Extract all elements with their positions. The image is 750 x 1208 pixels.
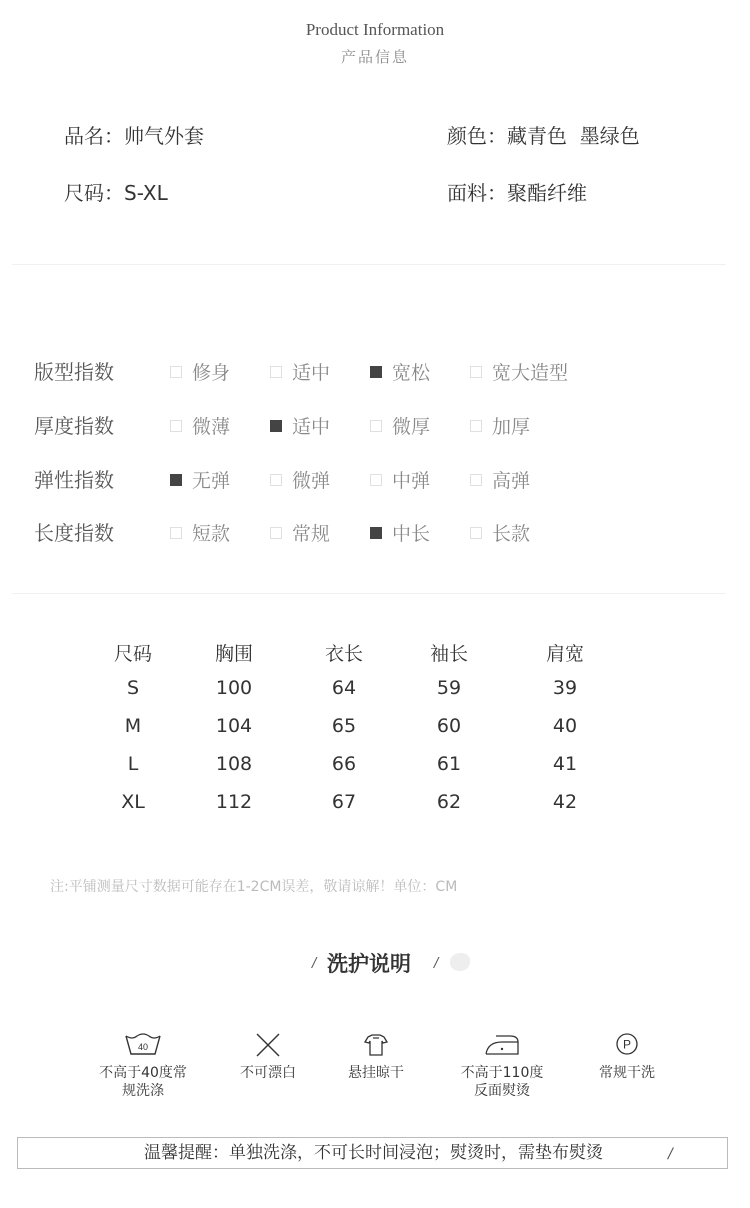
checkbox-checked <box>370 366 382 378</box>
checkbox-empty <box>470 527 482 539</box>
table-cell: S <box>126 677 140 699</box>
index-option <box>470 412 530 439</box>
product-fabric <box>447 177 587 206</box>
table-cell: 62 <box>436 791 462 813</box>
index-option-label: 高弹 <box>492 470 531 492</box>
measurement-note: 注:平铺测量尺寸数据可能存在1-2CM误差，敬请谅解！单位：CM <box>50 879 458 895</box>
table-header-cell: 肩宽 <box>545 643 584 665</box>
checkbox-empty <box>170 527 182 539</box>
decorative-blob <box>450 953 470 971</box>
index-option-label: 短款 <box>192 523 231 545</box>
table-cell: 61 <box>436 753 462 775</box>
product-color-label: 颜色： <box>447 124 507 148</box>
table-cell: 39 <box>552 677 578 699</box>
table-cell: 67 <box>331 791 357 813</box>
checkbox-empty <box>470 366 482 378</box>
checkbox-empty <box>370 474 382 486</box>
index-option-label: 适中 <box>292 416 331 438</box>
table-cell: 59 <box>436 677 462 699</box>
care-label-wash-line2: 规洗涤 <box>122 1083 164 1099</box>
index-option <box>270 412 330 439</box>
index-option-label: 适中 <box>292 362 331 384</box>
index-option <box>170 466 230 493</box>
table-cell: 64 <box>331 677 357 699</box>
checkbox-empty <box>170 420 182 432</box>
reminder-text: 温馨提醒：单独洗涤，不可长时间浸泡；熨烫时，需垫布熨烫 <box>144 1143 603 1163</box>
table-cell: 104 <box>215 715 253 737</box>
checkbox-empty <box>470 420 482 432</box>
hang-dry-icon <box>356 1030 396 1062</box>
index-option <box>470 358 568 385</box>
checkbox-empty <box>370 420 382 432</box>
index-option-label: 常规 <box>292 523 331 545</box>
dry-clean-icon <box>607 1030 647 1062</box>
table-cell: XL <box>121 791 145 813</box>
table-cell: 112 <box>215 791 253 813</box>
product-size-label: 尺码： <box>64 181 124 205</box>
checkbox-empty <box>270 527 282 539</box>
table-cell: 100 <box>215 677 253 699</box>
index-option-label: 无弹 <box>192 470 231 492</box>
product-name-label: 品名： <box>64 124 124 148</box>
table-cell: 40 <box>552 715 578 737</box>
index-option-label: 长款 <box>492 523 531 545</box>
table-cell: L <box>127 753 139 775</box>
no-bleach-icon <box>248 1030 288 1062</box>
care-label-iron-line2: 反面熨烫 <box>474 1083 530 1099</box>
index-option <box>470 519 530 546</box>
wash-40-icon <box>123 1030 163 1062</box>
index-option-label: 宽大造型 <box>492 362 569 384</box>
index-option <box>270 466 330 493</box>
iron-icon <box>482 1030 522 1062</box>
header-title-cn: 产品信息 <box>340 48 409 66</box>
care-label-iron-line1: 不高于110度 <box>460 1065 544 1081</box>
table-cell: 60 <box>436 715 462 737</box>
product-fabric-label: 面料： <box>447 181 507 205</box>
table-header-cell: 衣长 <box>324 643 363 665</box>
title-slash-right: / <box>434 956 439 971</box>
product-color <box>447 120 640 149</box>
index-option-label: 加厚 <box>492 416 531 438</box>
index-option-label: 中弹 <box>392 470 431 492</box>
index-option-label: 微弹 <box>292 470 331 492</box>
table-header-cell: 袖长 <box>429 643 468 665</box>
table-cell: 42 <box>552 791 578 813</box>
index-option <box>370 412 430 439</box>
index-label: 长度指数 <box>34 521 114 545</box>
checkbox-empty <box>470 474 482 486</box>
checkbox-empty <box>270 366 282 378</box>
index-option <box>370 519 430 546</box>
divider <box>12 593 726 594</box>
wash-temp-label: 40 <box>137 1042 149 1052</box>
table-header-cell: 胸围 <box>214 643 253 665</box>
care-label-wash <box>88 1064 198 1100</box>
table-cell: M <box>124 715 142 737</box>
table-cell: 108 <box>215 753 253 775</box>
table-header-cell: 尺码 <box>113 643 152 665</box>
index-option <box>170 519 230 546</box>
checkbox-empty <box>270 474 282 486</box>
index-option <box>370 466 430 493</box>
care-title: 洗护说明 <box>327 952 411 976</box>
product-color-value: 藏青色 墨绿色 <box>507 124 640 148</box>
table-cell: 65 <box>331 715 357 737</box>
product-size <box>64 177 168 206</box>
care-label-iron <box>447 1064 557 1100</box>
product-fabric-value: 聚酯纤维 <box>507 181 587 205</box>
index-label: 弹性指数 <box>34 468 114 492</box>
product-size-value: S-XL <box>124 181 168 205</box>
care-label-dryclean: 常规干洗 <box>599 1065 655 1081</box>
table-cell: 41 <box>552 753 578 775</box>
checkbox-checked <box>170 474 182 486</box>
dry-clean-letter: P <box>622 1037 632 1052</box>
index-option-label: 微薄 <box>192 416 231 438</box>
index-option <box>170 412 230 439</box>
index-option-label: 宽松 <box>392 362 431 384</box>
index-option <box>470 466 530 493</box>
index-option-label: 微厚 <box>392 416 431 438</box>
header-title-en: Product Information <box>305 20 445 39</box>
index-option-label: 修身 <box>192 362 231 384</box>
index-label: 厚度指数 <box>34 414 114 438</box>
index-option <box>370 358 430 385</box>
care-label-dry: 悬挂晾干 <box>348 1065 404 1081</box>
index-option <box>270 519 330 546</box>
checkbox-empty <box>170 366 182 378</box>
product-name-value: 帅气外套 <box>124 124 204 148</box>
product-name <box>64 120 204 149</box>
index-option <box>170 358 230 385</box>
checkbox-checked <box>270 420 282 432</box>
care-label-bleach: 不可漂白 <box>240 1065 296 1081</box>
reminder-box <box>17 1137 728 1169</box>
checkbox-checked <box>370 527 382 539</box>
index-option-label: 中长 <box>392 523 431 545</box>
title-slash-left: / <box>312 956 317 971</box>
divider <box>12 264 726 265</box>
reminder-slash: / <box>668 1146 673 1162</box>
index-label: 版型指数 <box>34 360 114 384</box>
care-label-wash-line1: 不高于40度常 <box>99 1065 187 1081</box>
index-option <box>270 358 330 385</box>
table-cell: 66 <box>331 753 357 775</box>
